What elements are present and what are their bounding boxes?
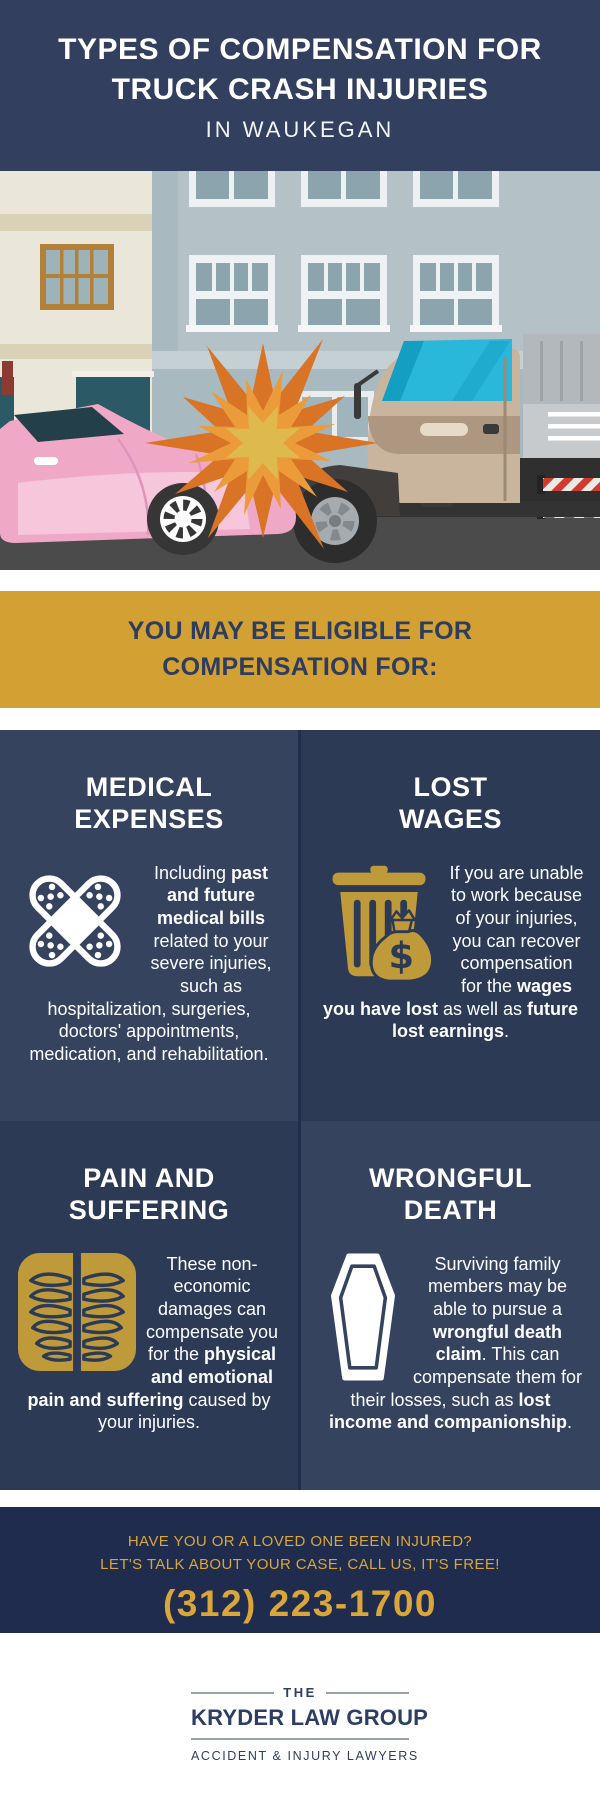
panel-wrongful-death	[301, 1121, 600, 1490]
eligibility-banner-text	[128, 614, 472, 685]
spacer	[0, 1490, 600, 1507]
banner-line-2: COMPENSATION FOR:	[162, 652, 438, 681]
panel-body-text: These non-economic damages can compensate you for the physical and emotional pain and suffering caused by your injuries.	[27, 1253, 279, 1433]
panel-body-text: Surviving family members may be able to pursue a wrongful death claim. This can compensate them for their losses, such as lost income and companionship.	[328, 1253, 583, 1433]
page-title	[0, 30, 600, 109]
ribcage-icon	[18, 1253, 136, 1371]
title-line-1: TYPES OF COMPENSATION FOR	[58, 33, 542, 66]
logo-left-rule	[191, 1692, 274, 1694]
eligibility-banner	[0, 591, 600, 708]
phone-number: (312) 223-1700	[162, 1583, 438, 1624]
logo-the: THE	[283, 1685, 317, 1700]
coffin-icon	[327, 1253, 399, 1381]
compensation-panels	[0, 730, 600, 1490]
page-subtitle: IN WAUKEGAN	[205, 117, 395, 143]
trash-can-money-bag-icon	[311, 860, 447, 982]
kryder-law-group-logo	[191, 1633, 429, 1763]
crash-illustration	[0, 171, 600, 570]
panel-medical-expenses	[0, 730, 298, 1121]
cta-line-1: HAVE YOU OR A LOVED ONE BEEN INJURED?	[127, 1533, 473, 1550]
panel-lost-wages	[301, 730, 600, 1121]
panel-pain-and-suffering	[0, 1121, 298, 1490]
logo-right-rule	[326, 1692, 409, 1694]
panel-title: LOST WAGES	[398, 772, 502, 834]
cta-text	[0, 1531, 600, 1576]
panel-title: WRONGFUL DEATH	[369, 1163, 532, 1225]
panel-body-text: Including past and future medical bills related to your severe injuries, such as hospitalization, surgeries, doctors' appointments, medication, and rehabilitation.	[29, 862, 272, 1065]
title-line-2: TRUCK CRASH INJURIES	[111, 72, 489, 106]
logo-name: KRYDER LAW GROUP	[191, 1705, 429, 1730]
panel-title: MEDICAL EXPENSES	[74, 772, 224, 834]
svg-text:$: $	[388, 934, 415, 978]
crossed-bandages-icon	[14, 860, 136, 982]
header	[0, 0, 600, 171]
banner-line-1: YOU MAY BE ELIGIBLE FOR	[127, 617, 473, 645]
logo-tagline: ACCIDENT & INJURY LAWYERS	[191, 1749, 419, 1763]
spacer	[0, 570, 600, 591]
footer	[0, 1633, 600, 1803]
cta-section	[0, 1507, 600, 1633]
spacer	[0, 708, 600, 730]
logo-divider	[191, 1738, 409, 1740]
cta-line-2: LET'S TALK ABOUT YOUR CASE, CALL US, IT'S FREE!	[100, 1555, 500, 1573]
panel-title: PAIN AND SUFFERING	[68, 1163, 230, 1225]
panel-body-text: If you are unable to work because of your injuries, you can recover compensation for the wages you have lost as well as future lost earnings.	[322, 862, 584, 1042]
